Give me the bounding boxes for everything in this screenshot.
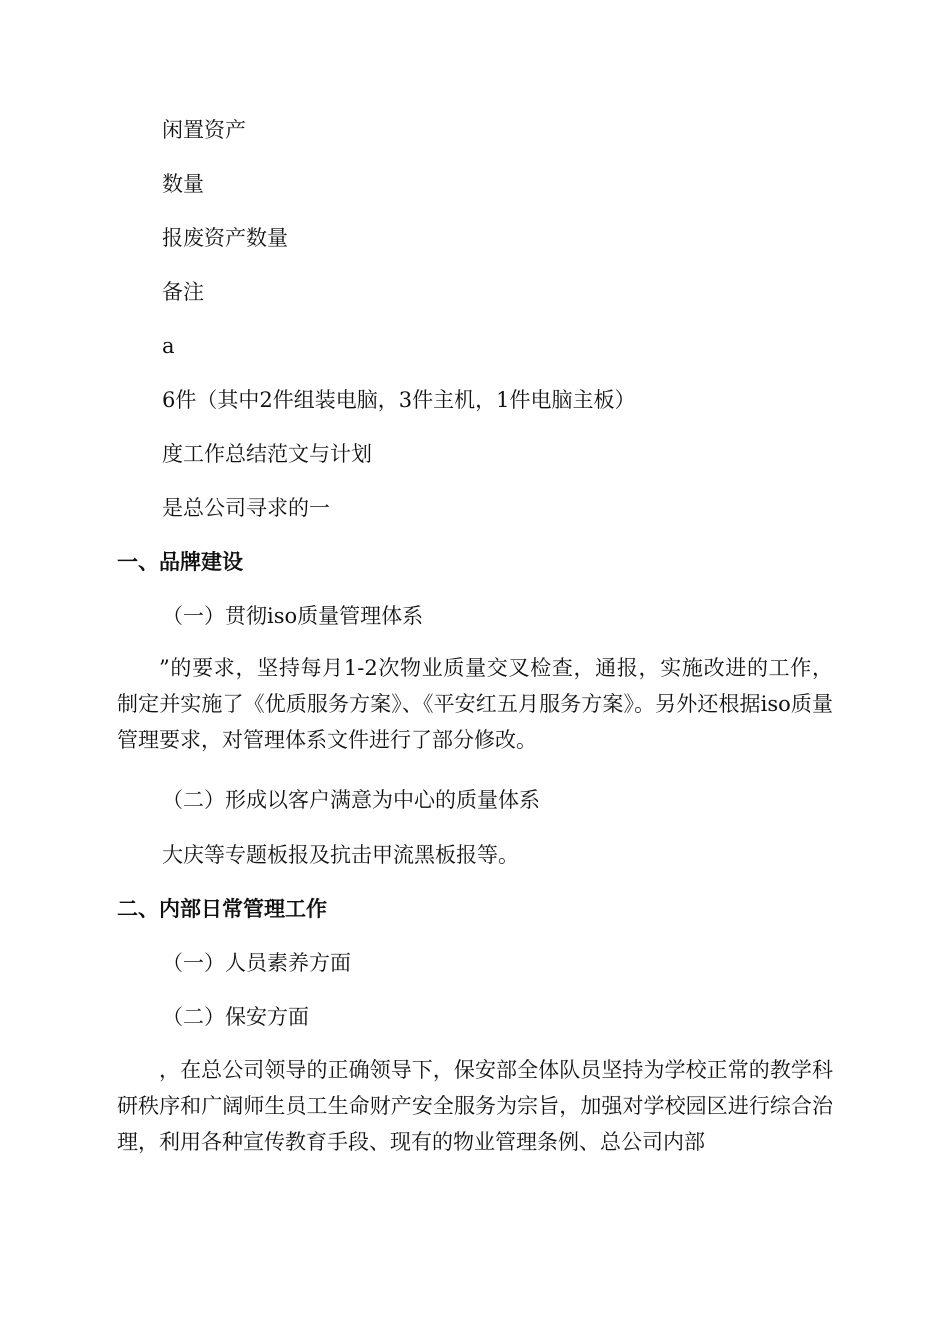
subsection-heading: （二）形成以客户满意为中心的质量体系 <box>162 788 540 812</box>
subsection-heading: （一）贯彻iso质量管理体系 <box>162 604 424 628</box>
text-line: 大庆等专题板报及抗击甲流黑板报等。 <box>162 843 519 867</box>
text-line: 度工作总结范文与计划 <box>162 442 372 466</box>
subsection-heading: （一）人员素养方面 <box>162 951 351 975</box>
body-paragraph: ”的要求，坚持每月1-2次物业质量交叉检查，通报，实施改进的工作，制定并实施了《优质服务方案》、《平安红五月服务方案》。另外还根据iso质量管理要求，对管理体系文件进行了部分修改。 <box>117 656 833 752</box>
text-line: 是总公司寻求的一 <box>162 496 330 520</box>
text-line: 备注 <box>162 280 204 304</box>
text-line: 6件（其中2件组装电脑，3件主机，1件电脑主板） <box>162 388 636 412</box>
section-heading: 二、内部日常管理工作 <box>117 896 327 921</box>
section-heading: 一、品牌建设 <box>117 549 243 574</box>
body-paragraph: ，在总公司领导的正确领导下，保安部全体队员坚持为学校正常的教学科研秩序和广阔师生员工生命财产安全服务为宗旨，加强对学校园区进行综合治理，利用各种宣传教育手段、现有的物业管理条例、总公司内部 <box>117 1058 833 1154</box>
text-line: a <box>162 334 175 358</box>
subsection-heading: （二）保安方面 <box>162 1005 309 1029</box>
text-line: 报废资产数量 <box>162 226 288 250</box>
text-line: 数量 <box>162 172 204 196</box>
text-line: 闲置资产 <box>162 118 246 142</box>
